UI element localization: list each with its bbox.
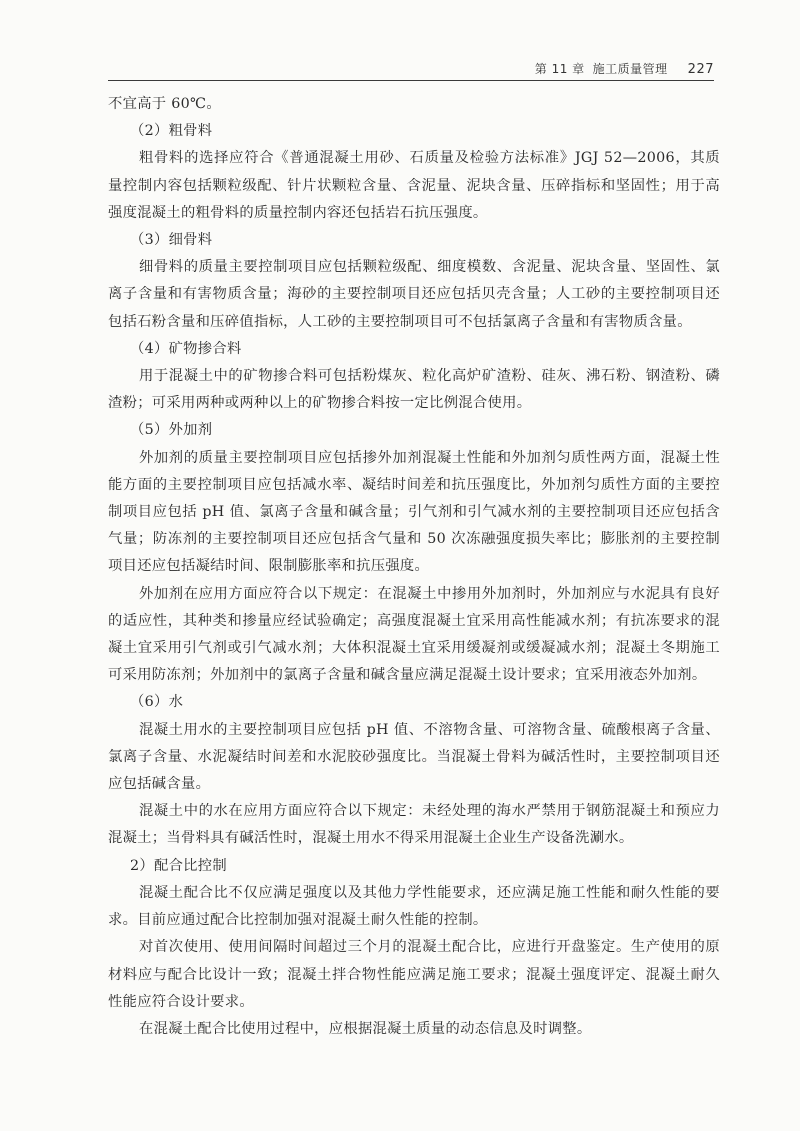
subheading-mineral-admixture: （4）矿物掺合料 — [130, 340, 242, 357]
chapter-title: 施工质量管理 — [592, 62, 668, 76]
subheading-water: （6）水 — [130, 694, 184, 711]
paragraph-2: 粗骨料的选择应符合《普通混凝土用砂、石质量及检验方法标准》JGJ 52—2006，其质量控制内容包括颗粒级配、针片状颗粒含量、含泥量、泥块含量、压碎指标和坚固性；用于高强度混凝土的粗骨料的质量控制内容还包括岩石抗压强度。 — [108, 150, 720, 221]
paragraph-16: 在混凝土配合比使用过程中，应根据混凝土质量的动态信息及时调整。 — [139, 1020, 592, 1037]
paragraph-14: 混凝土配合比不仅应满足强度以及其他力学性能要求，还应满足施工性能和耐久性能的要求。目前应通过配合比控制加强对混凝土耐久性能的控制。 — [108, 884, 720, 929]
paragraph-0: 不宜高于 60℃。 — [108, 96, 221, 112]
paragraph-4: 细骨料的质量主要控制项目应包括颗粒级配、细度模数、含泥量、泥块含量、坚固性、氯离子含量和有害物质含量；海砂的主要控制项目还应包括贝壳含量；人工砂的主要控制项目还包括石粉含量和压碎值指标，人工砂的主要控制项目可不包括氯离子含量和有害物质含量。 — [108, 259, 720, 330]
subheading-fine-aggregate: （3）细骨料 — [130, 232, 213, 249]
paragraph-11: 混凝土用水的主要控制项目应包括 pH 值、不溶物含量、可溶物含量、硫酸根离子含量、氯离子含量、水泥凝结时间差和水泥胶砂强度比。当混凝土骨料为碱活性时，主要控制项目还应包括碱含量。 — [108, 721, 720, 793]
subheading-admixture: （5）外加剂 — [130, 422, 213, 439]
page-number: 227 — [687, 62, 714, 77]
subheading-coarse-aggregate: （2）粗骨料 — [130, 123, 213, 140]
running-head — [108, 60, 714, 78]
paragraph-9: 外加剂在应用方面应符合以下规定：在混凝土中掺用外加剂时，外加剂应与水泥具有良好的适应性，其种类和掺量应经试验确定；高强度混凝土宜采用高性能减水剂；有抗冻要求的混凝土宜采用引气剂或引气减水剂；大体积混凝土宜采用缓凝剂或缓凝减水剂；混凝土冬期施工可采用防冻剂；外加剂中的氯离子含量和碱含量应满足混凝土设计要求；宜采用液态外加剂。 — [108, 585, 720, 684]
paragraph-6: 用于混凝土中的矿物掺合料可包括粉煤灰、粒化高炉矿渣粉、硅灰、沸石粉、钢渣粉、磷渣粉；可采用两种或两种以上的矿物掺合料按一定比例混合使用。 — [108, 368, 720, 412]
chapter-label: 第 11 章 — [534, 62, 585, 76]
header-rule — [108, 80, 714, 81]
body-text — [108, 91, 720, 1043]
paragraph-15: 对首次使用、使用间隔时间超过三个月的混凝土配合比，应进行开盘鉴定。生产使用的原材料应与配合比设计一致；混凝土拌合物性能应满足施工要求；混凝土强度评定、混凝土耐久性能应符合设计要求。 — [108, 939, 720, 1010]
paragraph-8: 外加剂的质量主要控制项目应包括掺外加剂混凝土性能和外加剂匀质性两方面，混凝土性能方面的主要控制项目应包括减水率、凝结时间差和抗压强度比，外加剂匀质性方面的主要控制项目应包括 pH 值、氯离子含量和碱含量；引气剂和引气减水剂的主要控制项目还应包括含气量；防冻剂的主要控制项目还应包括含气量和 50 次冻融强度损失率比；膨胀剂的主要控制项目还应包括凝结时间、限制膨胀率和抗压强度。 — [108, 449, 720, 575]
subheading-mix-proportion: 2）配合比控制 — [130, 857, 227, 874]
paragraph-12: 混凝土中的水在应用方面应符合以下规定：未经处理的海水严禁用于钢筋混凝土和预应力混凝土；当骨料具有碱活性时，混凝土用水不得采用混凝土企业生产设备洗涮水。 — [108, 803, 720, 847]
